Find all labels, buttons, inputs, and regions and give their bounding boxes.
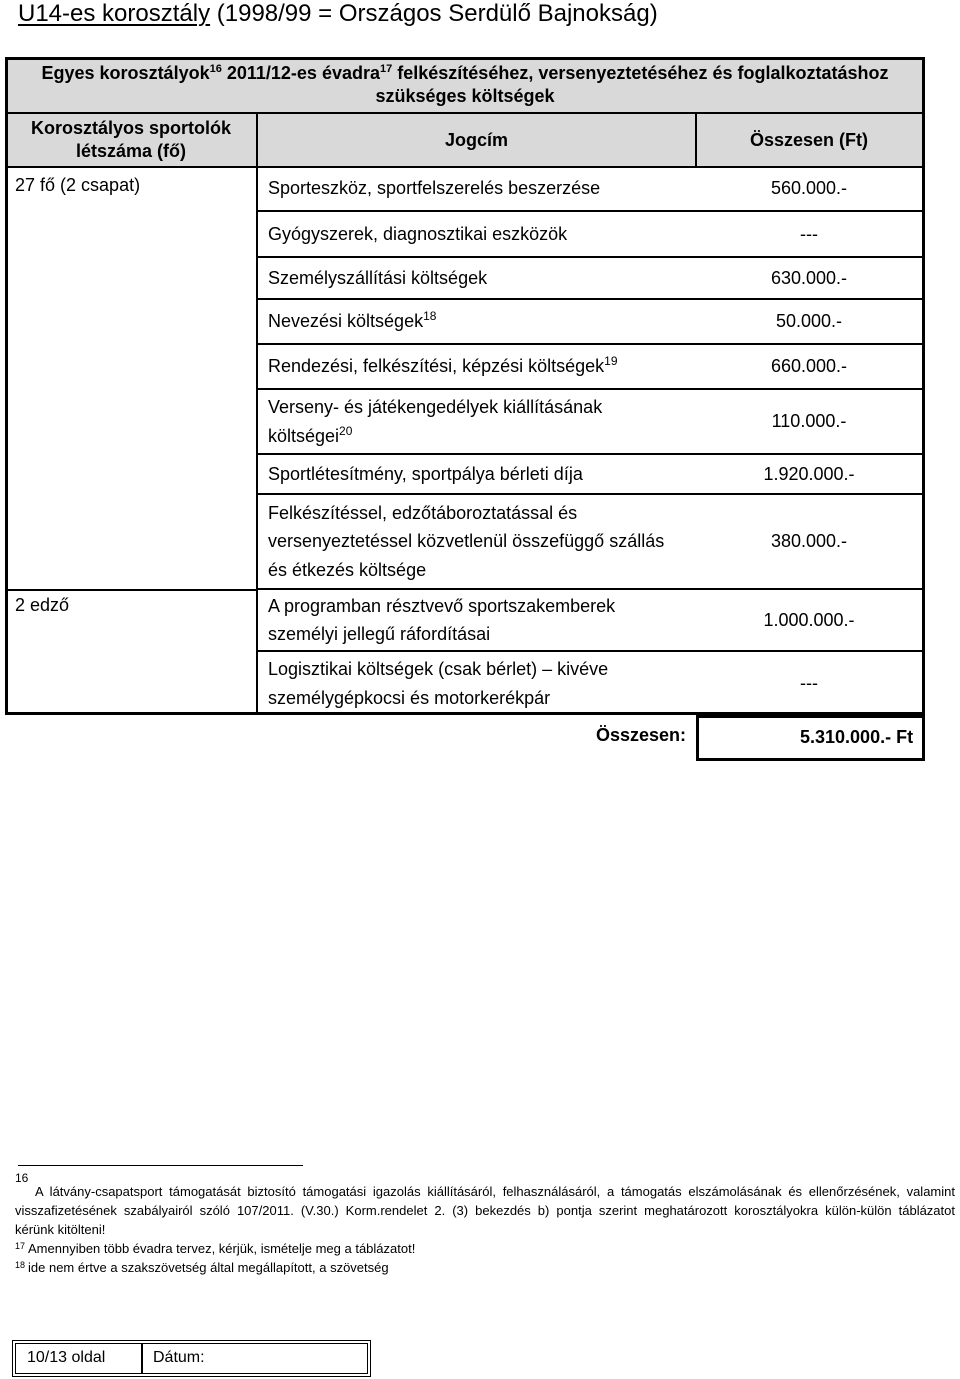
cost-item-text: Felkészítéssel, edzőtáboroztatással és [268,502,578,523]
column-header-total-label: Összesen (Ft) [749,129,869,150]
cost-amount: --- [800,673,818,693]
column-header-item-label: Jogcím [444,129,509,150]
caption-text-2: 2011/12-es évadra [226,63,380,83]
cost-amount: 560.000.- [770,178,848,198]
footnote-18 [15,1258,389,1279]
date-label: Dátum: [153,1349,205,1366]
cost-amount: 380.000.- [770,531,848,551]
total-value: 5.310.000.- Ft [800,727,914,747]
total-label: Összesen: [595,725,686,745]
footnote-17-text: Amennyiben több évadra tervez, kérjük, ismételje meg a táblázatot! [28,1241,416,1256]
page-title [18,0,658,28]
cost-item-label: Nevezési költségek [268,311,424,332]
cost-item-text: Sporteszköz, sportfelszerelés beszerzése [268,178,601,199]
cost-amount: 1.000.000.- [763,609,855,630]
cost-item-text: Személyszállítási költségek [268,267,488,288]
divider [141,1343,143,1374]
footnote-17 [15,1239,415,1260]
footnote-separator [18,1165,303,1166]
footnote-16-line: kérünk kitölteni! [15,1222,106,1237]
cost-amount: --- [800,223,818,244]
caption-text-3: felkészítéséhez, versenyeztetéséhez és foglalkoztatáshoz [397,63,889,83]
cost-item-text: Sportlétesítmény, sportpálya bérleti díja [268,463,583,484]
footnote-ref-20: 20 [339,423,353,438]
footnote-ref-19: 19 [604,354,618,369]
group-label-coaches: 2 edző [15,595,70,615]
title-championship: (1998/99 = Országos Serdülő Bajnokság) [216,0,658,27]
footnote-ref-18: 18 [423,309,437,324]
cost-item-label: Rendezési, felkészítési, képzési költségek [268,356,605,377]
cost-item-text: Logisztikai költségek (csak bérlet) – kivéve [268,659,609,679]
table-border [5,57,925,715]
page-number: 10/13 oldal [27,1349,106,1366]
caption-text-1: Egyes korosztályok [41,63,210,83]
footnote-mark-18: 18 [15,1260,26,1270]
cost-item-label: költségei [268,425,340,446]
cost-item-text: A programban résztvevő sportszakemberek [268,595,616,616]
cost-item-text: és étkezés költsége [268,559,427,580]
cost-amount: 630.000.- [770,267,848,288]
footnote-18-text: ide nem értve a szakszövetség által megállapított, a szövetség [28,1260,389,1275]
footnote-mark-16: 16 [15,1171,29,1185]
column-header-headcount-line1: Korosztályos sportolók [30,118,232,138]
title-age-group: U14-es korosztály [18,0,211,27]
column-header-headcount-line2: létszáma (fő) [75,141,187,161]
table-caption-line2: szükséges költségek [375,86,555,106]
cost-item-text: versenyeztetéssel közvetlenül összefüggő szállás [268,531,665,552]
cost-item-text: Verseny- és játékengedélyek kiállításának [268,397,603,417]
group-label-athletes: 27 fő (2 csapat) [15,175,141,195]
cost-amount: 660.000.- [770,356,848,376]
footnote-mark-17: 17 [15,1241,26,1251]
cost-amount: 50.000.- [775,311,843,331]
cost-item-text: Gyógyszerek, diagnosztikai eszközök [268,223,568,244]
cost-item-text: személyi jellegű ráfordításai [268,624,491,644]
cost-item-text: személygépkocsi és motorkerékpár [268,687,551,708]
footnote-ref-16: 16 [209,63,222,75]
footnote-ref-17: 17 [380,63,393,75]
cost-amount: 110.000.- [771,411,847,431]
footnote-16-line: visszafizetésének szabályairól szóló 107/2011. (V.30.) Korm.rendelet 2. (3) bekezdés b) pontja szerint meghatározott korosztályokra külön-külön táblázatot [15,1203,955,1218]
cost-amount: 1.920.000.- [763,463,855,484]
footnote-16-line: A látvány-csapatsport támogatását biztosító támogatási igazolás kiállításáról, felhasználásáról, a támogatás elszámolásának és ellenőrzésének, valamint [35,1184,955,1199]
